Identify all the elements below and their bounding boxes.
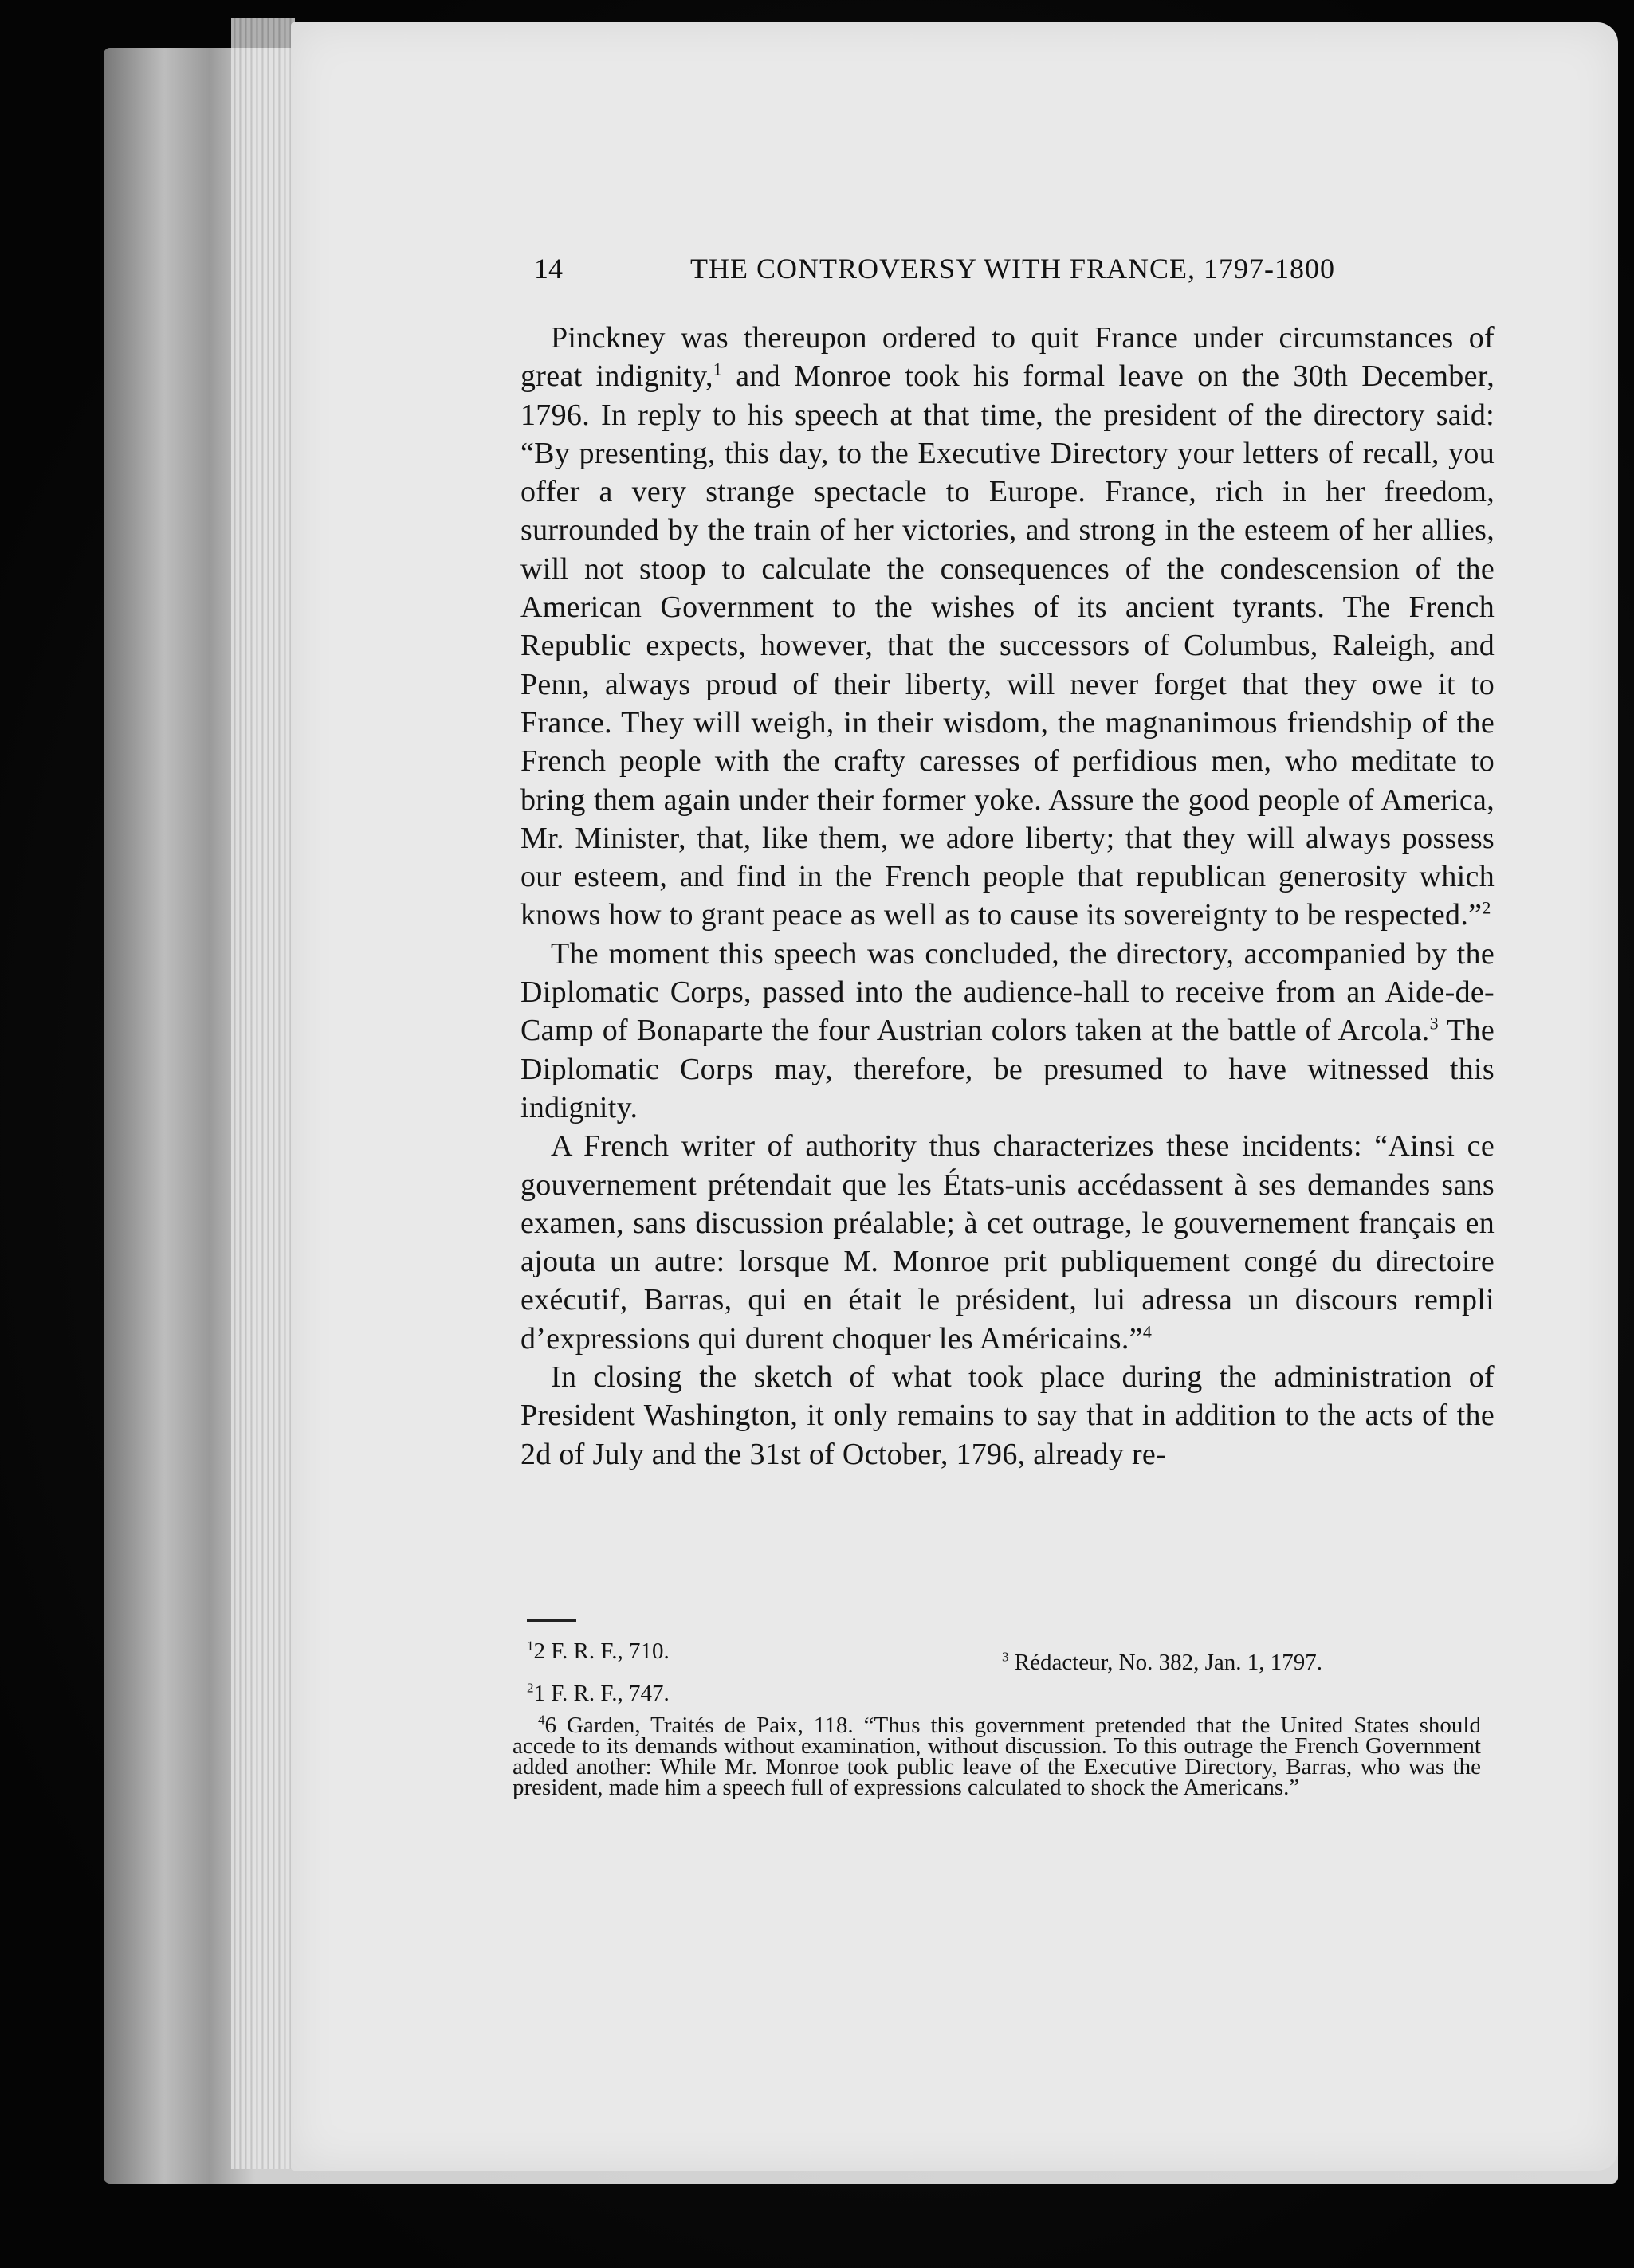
footnote-mark: 2 (527, 1680, 534, 1696)
footnote-row (513, 1629, 1481, 1675)
paragraph-text: In closing the sketch of what took place during the administration of President Washington, it only remains to say that in addition to the acts of the 2d of July and the 31st of October, 1796, already re- (520, 1360, 1495, 1471)
footnotes (513, 1629, 1481, 1798)
footnote-text: 6 Garden, Traités de Paix, 118. “Thus this government pretended that the United States should accede to its demands without examination, without discussion. To this outrage the French Government added another: While Mr. Monroe took public leave of the Executive Directory, Barras, who was the president, made him a speech full of expressions calculated to shock the Americans.” (513, 1713, 1481, 1800)
footnote-marker: 4 (1142, 1321, 1153, 1342)
paragraph (520, 1127, 1495, 1358)
footnote-text: 1 F. R. F., 747. (533, 1681, 670, 1706)
footnote-marker: 3 (1429, 1013, 1439, 1034)
paragraph-text: The moment this speech was concluded, the directory, accompanied by the Diplomatic Corps, passed into the audience-hall to receive from an Aide-de-Camp of Bonaparte the four Austrian colors taken at the battle of Arcola. (520, 936, 1495, 1048)
footnote (513, 1712, 1481, 1800)
paragraph (520, 935, 1495, 1127)
paragraph-text: Pinckney was thereupon ordered to quit France under circumstances of great indignity, (520, 321, 1495, 394)
footnote-text: Rédacteur, No. 382, Jan. 1, 1797. (1014, 1650, 1322, 1675)
page-edges (231, 18, 295, 2169)
page-number: 14 (534, 253, 563, 284)
footnote-rule (527, 1619, 576, 1622)
body-text (520, 319, 1495, 1473)
footnote (527, 1638, 670, 1665)
footnote-marker: 2 (1482, 897, 1491, 918)
footnote-text: 2 F. R. F., 710. (533, 1638, 670, 1664)
footnote-marker: 1 (713, 359, 723, 379)
paragraph (520, 319, 1495, 935)
footnote (1002, 1650, 1322, 1676)
paragraph-text: and Monroe took his formal leave on the 30th December, 1796. In reply to his speech at that time, the president of the directory said: “By presenting, this day, to the Executive Directory your letters of recall, you offer a very strange spectacle to Europe. France, rich in her freedom, surrounded by the train of her victories, and strong in the esteem of her allies, will not stoop to calculate the consequences of the condescension of the American Government to the wishes of its ancient tyrants. The French Republic expects, however, that the successors of Columbus, Raleigh, and Penn, always proud of their liberty, will never forget that they owe it to France. They will weigh, in their wisdom, the magnanimous friendship of the French people with the crafty caresses of perfidious men, who meditate to bring them again under their former yoke. Assure the good people of America, Mr. Minister, that, like them, we adore liberty; that they will always possess our esteem, and find in the French people that republican generosity which knows how to grant peace as well as to cause its sovereignty to be respected.” (520, 359, 1495, 932)
footnote-mark: 3 (1002, 1649, 1009, 1665)
footnote-mark: 4 (538, 1712, 545, 1728)
paragraph (520, 1358, 1495, 1473)
running-head (534, 252, 1363, 300)
paragraph-text: The Diplomatic Corps may, therefore, be presumed to have witnessed this indignity. (520, 1014, 1495, 1124)
running-title: THE CONTROVERSY WITH FRANCE, 1797-1800 (690, 253, 1335, 284)
footnote-mark: 1 (527, 1638, 534, 1654)
paragraph-text: A French writer of authority thus characterizes these incidents: “Ainsi ce gouvernement prétendait que les États-unis accédassent à ses demandes sans examen, sans discussion préalable; à cet outrage, le gouvernement français en ajouta un autre: lorsque M. Monroe prit publiquement congé du directoire exécutif, Barras, qui en était le président, lui adressa un discours rempli d’expressions qui durent choquer les Américains.” (520, 1129, 1495, 1356)
